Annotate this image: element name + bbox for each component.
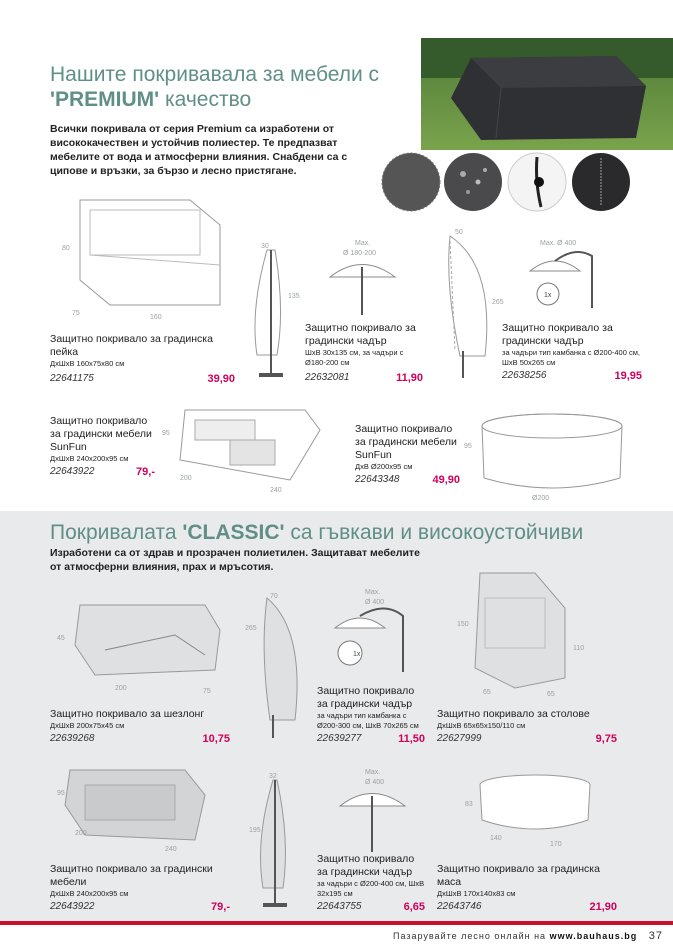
product-card[interactable] (50, 333, 235, 389)
umbrella2-max: Max. Ø 400 (540, 240, 577, 247)
product-code: 22643746 (437, 901, 482, 912)
page-number: 37 (648, 930, 663, 942)
product-dims: за чадъри тип камбанка с Ø200-400 см, ШхВ 50х265 см (502, 348, 640, 367)
umbrella1-dim-width: 30 (261, 243, 269, 250)
product-price: 11,50 (398, 733, 425, 745)
cantilever-umbrella-icon (325, 586, 415, 686)
classic-intro: Изработени са от здрав и прозрачен полиетилен. Защитават мебелите от атмосферни влияния, прах и мръсотия. (50, 547, 420, 573)
product-code: 22639268 (50, 733, 95, 744)
small-umbrella-dim-width: 32 (269, 773, 277, 780)
product-card[interactable] (437, 708, 617, 749)
chairs-dim-height: 150 (457, 621, 469, 628)
lounger-dim-width: 75 (203, 688, 211, 695)
premium-title (50, 62, 420, 112)
product-card[interactable] (502, 322, 642, 386)
product-name: Защитно покривало за градински мебели (50, 863, 213, 888)
sunfun-dim-height: 95 (162, 430, 170, 437)
sunfun-furniture-cover-diagram (160, 400, 335, 495)
product-name: Защитно покривало за градински чадър (502, 322, 613, 347)
product-price: 10,75 (202, 733, 230, 745)
product-card[interactable] (317, 853, 425, 917)
product-code: 22639277 (317, 733, 362, 744)
umbrella-open-icon (325, 237, 400, 317)
footer-site-link[interactable]: www.bauhaus.bg (549, 931, 638, 941)
product-price: 21,90 (589, 901, 617, 913)
round-dim-height: 95 (464, 443, 472, 450)
bench-cover-diagram (60, 195, 230, 325)
product-code: 22643348 (355, 474, 400, 485)
small-umbrella-max-label: Max. (365, 769, 381, 776)
premium-title-rest: качество (159, 88, 252, 111)
lounger-cover-diagram (55, 595, 230, 695)
product-code: 22638256 (502, 370, 547, 381)
furniture-dim-depth: 200 (75, 830, 87, 837)
product-dims: за чадъри тип камбанка с Ø200-300 см, ШхВ 70х265 см (317, 711, 419, 730)
premium-title-line1: Нашите покривавала за мебели с (50, 63, 380, 86)
product-card[interactable] (355, 423, 460, 490)
umbrella-cover-diagram (245, 770, 305, 910)
classic-title-rest: са гъвкави и високоустойчиви (284, 521, 584, 544)
drawstring-icon (507, 152, 567, 212)
product-card[interactable] (437, 863, 617, 917)
product-price: 11,90 (396, 372, 423, 384)
classic-umbrella-dim-width: 70 (270, 593, 278, 600)
furniture-cover-diagram (55, 765, 230, 855)
product-price: 79,- (211, 901, 230, 913)
sunfun-dim-width: 240 (270, 487, 282, 494)
bench-dim-height: 80 (62, 245, 70, 252)
fabric-texture-icon (381, 152, 441, 212)
table-dim-height: 83 (465, 801, 473, 808)
round-dim-diameter: Ø200 (532, 495, 550, 502)
classic-bell-max-label: Max. (365, 589, 381, 596)
product-name: Защитно покривало за градински мебели SunFun (355, 423, 457, 461)
chairs-dim-depth: 65 (483, 689, 491, 696)
product-code: 22643922 (50, 466, 95, 477)
onex-label: 1x (544, 292, 552, 299)
product-dims: ДхВ Ø200х95 см (355, 462, 413, 471)
lounger-dim-length: 200 (115, 685, 127, 692)
bench-dim-width: 160 (150, 314, 162, 321)
product-price: 49,90 (432, 474, 460, 486)
classic-bell-max-value: Ø 400 (365, 599, 385, 606)
umbrella-open-icon (335, 766, 410, 856)
product-code: 22627999 (437, 733, 482, 744)
umbrella-cover-diagram (245, 240, 305, 380)
product-price: 39,90 (207, 373, 235, 385)
product-dims: ДхШхВ 65х65х150/110 см (437, 721, 526, 730)
product-name: Защитно покривало за градински чадър (317, 685, 415, 710)
product-code: 22641175 (50, 373, 94, 384)
chairs-dim-width: 65 (547, 691, 555, 698)
bell-umbrella-cover-diagram (435, 226, 505, 381)
furniture-dim-height: 95 (57, 790, 65, 797)
product-dims: за чадъри с Ø200-400 см, ШхВ 32х195 см (317, 879, 425, 898)
product-dims: ДхШхВ 160х75х80 см (50, 359, 125, 368)
umbrella2-dim-height: 265 (492, 299, 504, 306)
footer-text: Пазарувайте лесно онлайн на (392, 931, 550, 941)
lounger-dim-height: 45 (57, 635, 65, 642)
table-cover-diagram (460, 770, 595, 850)
product-name: Защитно покривало за столове (437, 708, 590, 720)
product-name: Защитно покривало за градинска маса (437, 863, 600, 888)
classic-title (50, 520, 650, 545)
footer (393, 930, 663, 942)
product-dims: ДхШхВ 170х140х83 см (437, 889, 516, 898)
bench-dim-depth: 75 (72, 310, 80, 317)
product-card[interactable] (50, 708, 230, 749)
product-dims: ДхШхВ 240х200х95 см (50, 454, 129, 463)
cantilever-umbrella-icon (520, 236, 610, 311)
furniture-dim-width: 240 (165, 846, 177, 853)
product-name: Защитно покривало за градински мебели SunFun (50, 415, 152, 453)
product-price: 19,95 (614, 370, 642, 382)
product-dims: ШхВ 30х135 см, за чадъри с Ø180-200 см (305, 348, 404, 367)
product-name: Защитно покривало за градински чадър (317, 853, 415, 878)
product-code: 22643755 (317, 901, 362, 912)
chairs-dim-seat: 110 (573, 645, 585, 652)
product-price: 9,75 (595, 733, 617, 745)
round-furniture-cover-diagram (462, 408, 632, 503)
umbrella1-max-value: Ø 180-200 (343, 250, 377, 257)
umbrella1-max-label: Max. (355, 240, 371, 247)
covered-furniture-photo (421, 38, 673, 150)
table-dim-depth: 140 (490, 835, 502, 842)
classic-brand: 'CLASSIC' (182, 521, 285, 544)
classic-title-pre: Покривалата (50, 521, 183, 544)
product-card[interactable] (305, 322, 423, 388)
product-name: Защитно покривало за градинска пейка (50, 333, 213, 358)
product-dims: ДхШхВ 240х200х95 см (50, 889, 129, 898)
product-code: 22643922 (50, 901, 95, 912)
umbrella1-dim-height: 135 (288, 293, 300, 300)
table-dim-width: 170 (550, 841, 562, 848)
product-card[interactable] (317, 685, 425, 749)
chairs-cover-diagram (455, 568, 595, 698)
classic-umbrella-dim-height: 265 (245, 625, 257, 632)
product-code: 22632081 (305, 372, 350, 383)
product-name: Защитно покривало за градински чадър (305, 322, 416, 347)
small-umbrella-max-value: Ø 400 (365, 779, 385, 786)
onex-label: 1x (353, 651, 361, 658)
premium-brand: 'PREMIUM' (50, 88, 160, 111)
product-dims: ДхШхВ 200х75х45 см (50, 721, 125, 730)
small-umbrella-dim-height: 195 (249, 827, 261, 834)
product-price: 79,- (136, 466, 155, 478)
product-name: Защитно покривало за шезлонг (50, 708, 205, 720)
umbrella2-dim-width: 50 (455, 229, 463, 236)
bell-umbrella-cover-diagram (245, 590, 310, 740)
zipper-icon (571, 152, 631, 212)
premium-intro: Всички покривала от серия Premium са изработени от висококачествен и устойчив полиестер. Те предпазват мебелите от вода и атмосферни влияния. Снабдени са с ципове и връзки, за бързо и лесно пристягане. (50, 123, 348, 177)
water-drops-icon (443, 152, 503, 212)
product-card[interactable] (50, 415, 155, 482)
footer-bar (0, 921, 673, 925)
product-card[interactable] (50, 863, 230, 917)
sunfun-dim-depth: 200 (180, 475, 192, 482)
product-price: 6,65 (403, 901, 425, 913)
